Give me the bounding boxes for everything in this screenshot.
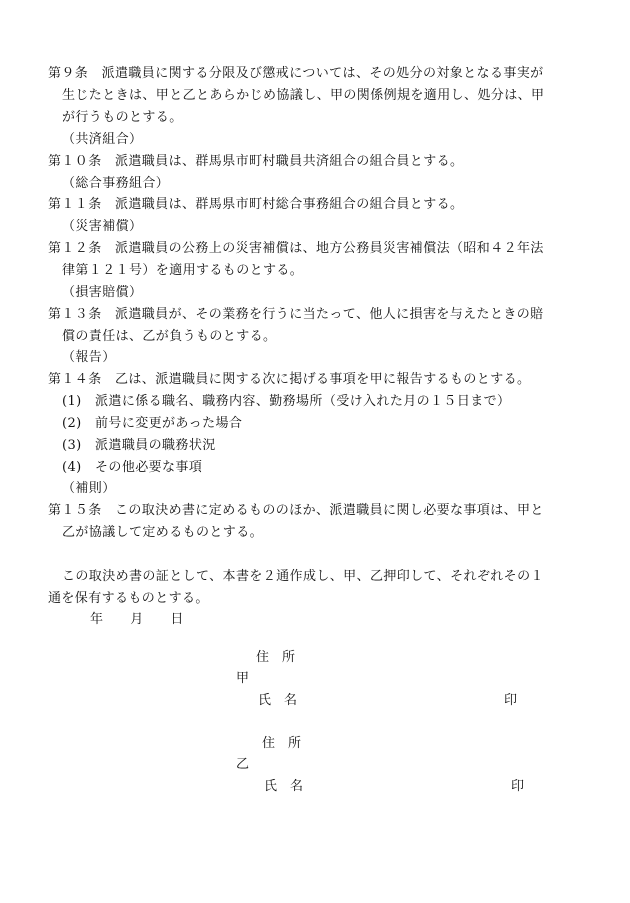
heading-general-affairs: （総合事務組合） [62,176,170,191]
article-10-line-1: 第１０条 派遣職員は、群馬県市町村職員共済組合の組合員とする。 [48,154,464,169]
article-9-line-1: 第９条 派遣職員に関する分限及び懲戒については、その処分の対象となる事実が [48,66,544,81]
article-13-line-1: 第１３条 派遣職員が、その業務を行うに当たって、他人に損害を与えたときの賠 [48,307,544,322]
article-14-line-1: 第１４条 乙は、派遣職員に関する次に掲げる事項を甲に報告するものとする。 [48,372,531,387]
party-b-address-label: 住 所 [262,736,302,751]
article-12-line-1: 第１２条 派遣職員の公務上の災害補償は、地方公務員災害補償法（昭和４２年法 [48,241,544,256]
party-b-label: 乙 [236,757,250,772]
article-11-line-1: 第１１条 派遣職員は、群馬県市町村総合事務組合の組合員とする。 [48,197,464,212]
party-a-name-label: 氏 名 [258,693,298,708]
party-a-label: 甲 [236,671,250,686]
article-15-line-1: 第１５条 この取決め書に定めるもののほか、派遣職員に関し必要な事項は、甲と [48,503,544,518]
article-9-line-3: が行うものとする。 [62,110,183,125]
article-9-line-2: 生じたときは、甲と乙とあらかじめ協議し、甲の関係例規を適用し、処分は、甲 [62,88,545,103]
party-a-address-label: 住 所 [256,650,296,665]
heading-mutual-aid: （共済組合） [62,132,143,147]
article-12-line-2: 律第１２１号）を適用するものとする。 [62,263,304,278]
article-13-line-2: 償の責任は、乙が負うものとする。 [62,329,277,344]
date-line: 年 月 日 [90,612,184,627]
heading-report: （報告） [62,350,116,365]
heading-damages: （損害賠償） [62,285,143,300]
article-15-line-2: 乙が協議して定めるものとする。 [62,525,264,540]
closing-statement-line-2: 通を保有するものとする。 [48,591,209,606]
article-14-item-2: (2) 前号に変更があった場合 [62,416,243,431]
article-14-item-1: (1) 派遣に係る職名、職務内容、勤務場所（受け入れた月の１５日まで） [62,394,511,409]
party-a-seal-mark: 印 [504,693,518,708]
closing-statement-line-1: この取決め書の証として、本書を２通作成し、甲、乙押印して、それぞれその１ [62,569,544,584]
party-b-seal-mark: 印 [511,779,525,794]
article-14-item-3: (3) 派遣職員の職務状況 [62,438,216,453]
article-14-item-4: (4) その他必要な事項 [62,460,203,475]
heading-supplementary: （補則） [62,481,116,496]
heading-disaster-compensation: （災害補償） [62,219,143,234]
party-b-name-label: 氏 名 [264,779,304,794]
